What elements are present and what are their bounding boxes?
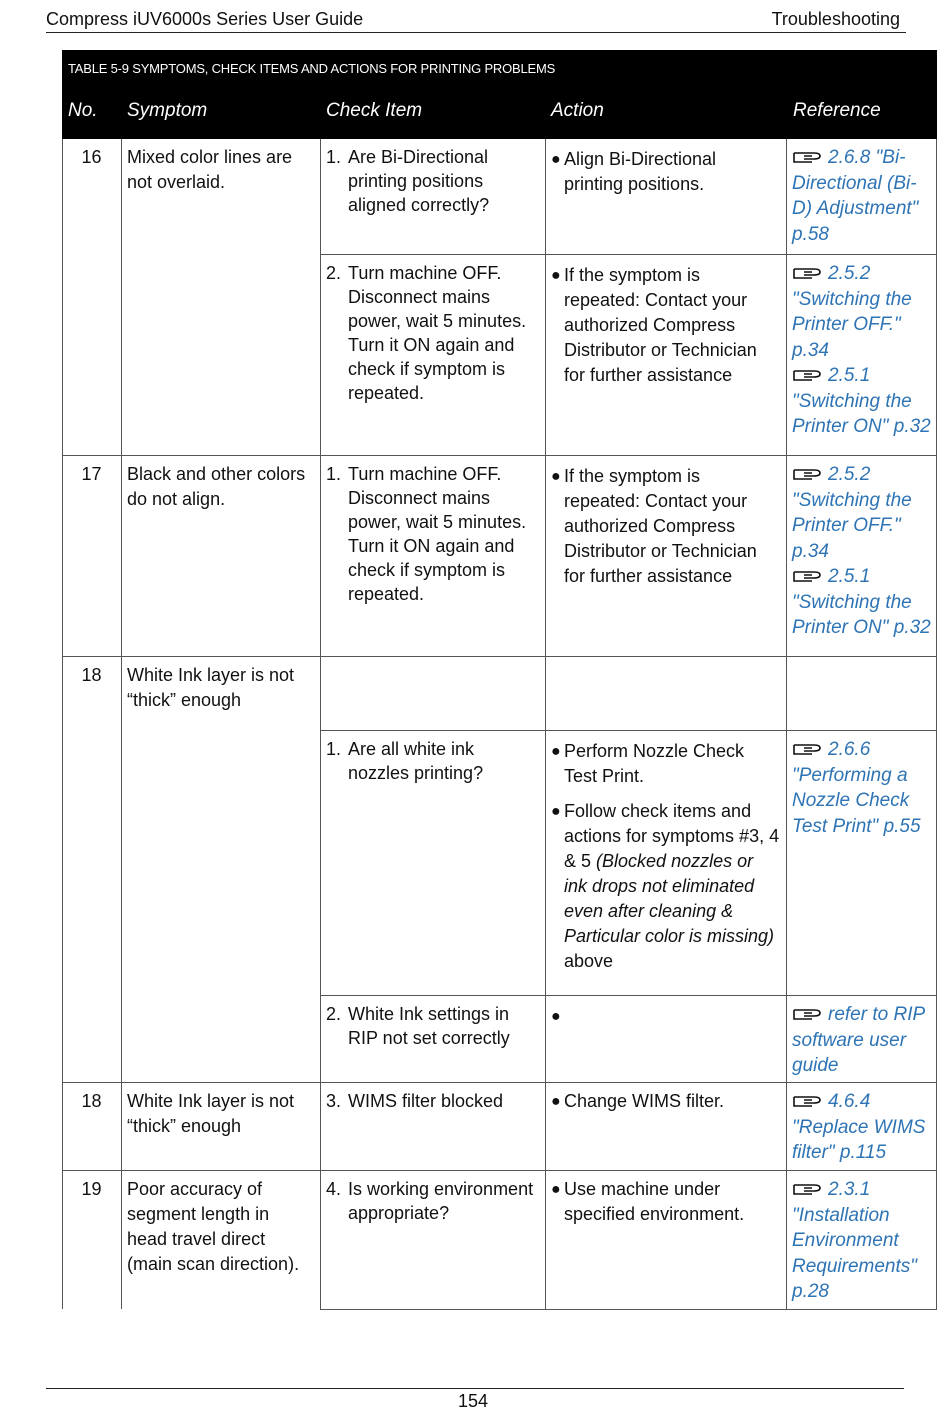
check-item xyxy=(320,255,545,409)
check-item-number: 1. xyxy=(326,739,342,759)
row-number: 19 xyxy=(81,1179,102,1199)
check-item xyxy=(320,139,545,221)
action-cell xyxy=(545,255,786,392)
column-header-no: No. xyxy=(68,100,98,121)
check-item-number: 3. xyxy=(326,1091,342,1111)
action-text: Align Bi-Directional printing positions. xyxy=(564,149,717,194)
check-item-text: WIMS filter blocked xyxy=(348,1091,504,1111)
check-item-text: Are all white ink nozzles printing? xyxy=(348,739,484,783)
action-text-lead: Follow check items and actions for symptoms #3, 4 & 5 xyxy=(564,801,780,871)
action-text: If the symptom is repeated: Contact your authorized Compress Distributor or Technician for further assistance xyxy=(564,265,757,385)
page-number: 154 xyxy=(457,1391,489,1411)
reference-link[interactable] xyxy=(786,139,937,251)
bullet-icon: ● xyxy=(551,803,561,820)
bullet-icon: ● xyxy=(551,743,561,760)
reference-text[interactable]: 2.6.8 "Bi-Directional (Bi-D) Adjustment" p.58 xyxy=(792,147,919,245)
pointing-hand-icon xyxy=(792,566,822,587)
reference-link[interactable] xyxy=(786,996,937,1083)
action-cell xyxy=(545,996,786,1033)
pointing-hand-icon xyxy=(792,1179,822,1200)
action-text: Change WIMS filter. xyxy=(564,1091,725,1111)
check-item-number: 4. xyxy=(326,1179,342,1199)
action-text: Perform Nozzle Check Test Print. xyxy=(564,741,745,786)
action-text xyxy=(564,799,780,974)
action-cell xyxy=(545,139,786,201)
reference-text[interactable]: 2.5.1 "Switching the Printer ON" p.32 xyxy=(792,365,931,437)
check-item xyxy=(320,996,545,1054)
action-cell xyxy=(545,731,786,978)
pointing-hand-icon xyxy=(792,464,822,485)
check-item xyxy=(320,731,545,789)
column-header-action: Action xyxy=(551,100,604,121)
section-title: Troubleshooting xyxy=(771,9,900,29)
check-item-number: 2. xyxy=(326,1004,342,1024)
bullet-icon: ● xyxy=(551,468,561,485)
grid-line xyxy=(62,139,63,1309)
page-header xyxy=(46,6,906,33)
pointing-hand-icon xyxy=(792,739,822,760)
bullet-icon: ● xyxy=(551,1008,561,1025)
check-item-text: Are Bi-Directional printing positions aligned correctly? xyxy=(348,147,490,215)
symptom-text: Black and other colors do not align. xyxy=(127,464,306,509)
reference-text[interactable]: 4.6.4 "Replace WIMS filter" p.115 xyxy=(792,1091,926,1163)
reference-text[interactable]: 2.5.1 "Switching the Printer ON" p.32 xyxy=(792,566,931,638)
check-item-text: Turn machine OFF. Disconnect mains power, wait 5 minutes. Turn it ON again and check if symptom is repeated. xyxy=(348,263,527,403)
symptom-text: Poor accuracy of segment length in head travel direct (main scan direction). xyxy=(127,1179,300,1274)
reference-text[interactable]: 2.6.6 "Performing a Nozzle Check Test Print" p.55 xyxy=(792,739,921,837)
check-item-text: Turn machine OFF. Disconnect mains power, wait 5 minutes. Turn it ON again and check if symptom is repeated. xyxy=(348,464,527,604)
pointing-hand-icon xyxy=(792,1091,822,1112)
reference-link[interactable] xyxy=(786,456,937,645)
action-text: Use machine under specified environment. xyxy=(564,1179,745,1224)
row-number: 16 xyxy=(81,147,102,167)
table-caption: TABLE 5-9 SYMPTOMS, CHECK ITEMS AND ACTIONS FOR PRINTING PROBLEMS xyxy=(62,50,937,87)
bullet-icon: ● xyxy=(551,1181,561,1198)
footer-divider xyxy=(46,1388,904,1389)
row-number: 17 xyxy=(81,464,102,484)
pointing-hand-icon xyxy=(792,1004,822,1025)
action-text xyxy=(564,1004,780,1029)
action-text: If the symptom is repeated: Contact your authorized Compress Distributor or Technician for further assistance xyxy=(564,466,757,586)
reference-text[interactable]: 2.5.2 "Switching the Printer OFF." p.34 xyxy=(792,464,912,562)
action-cell xyxy=(545,1083,786,1118)
grid-line xyxy=(320,1309,937,1310)
column-header-symptom: Symptom xyxy=(127,100,208,121)
pointing-hand-icon xyxy=(792,147,822,168)
action-text-italic: (Blocked nozzles or ink drops not eliminated even after cleaning & Particular color is missing) xyxy=(564,851,775,946)
reference-link[interactable] xyxy=(786,255,937,444)
check-item xyxy=(320,456,545,610)
action-cell xyxy=(545,1171,786,1231)
reference-text[interactable]: refer to RIP software user guide xyxy=(792,1004,925,1076)
pointing-hand-icon xyxy=(792,263,822,284)
reference-link[interactable] xyxy=(786,1083,937,1170)
troubleshooting-table xyxy=(62,50,937,1309)
reference-link[interactable] xyxy=(786,1171,937,1309)
document-title: Compress iUV6000s Series User Guide xyxy=(46,9,364,29)
reference-text[interactable]: 2.5.2 "Switching the Printer OFF." p.34 xyxy=(792,263,912,361)
bullet-icon: ● xyxy=(551,151,561,168)
column-header-check-item: Check Item xyxy=(326,100,423,121)
bullet-icon: ● xyxy=(551,1093,561,1110)
row-number: 18 xyxy=(81,665,102,685)
column-header-reference: Reference xyxy=(793,100,881,121)
row-number: 18 xyxy=(81,1091,102,1111)
reference-link[interactable] xyxy=(786,731,937,843)
symptom-text: White Ink layer is not “thick” enough xyxy=(127,1091,295,1136)
check-item-number: 1. xyxy=(326,464,342,484)
reference-text[interactable]: 2.3.1 "Installation Environment Requirements" p.28 xyxy=(792,1179,918,1302)
action-text-tail: above xyxy=(564,951,614,971)
check-item-text: White Ink settings in RIP not set correctly xyxy=(348,1004,510,1048)
action-cell xyxy=(545,456,786,593)
bullet-icon: ● xyxy=(551,267,561,284)
symptom-text: White Ink layer is not “thick” enough xyxy=(127,665,295,710)
check-item-text: Is working environment appropriate? xyxy=(348,1179,534,1223)
check-item xyxy=(320,1171,545,1229)
table-header-row xyxy=(62,87,937,139)
symptom-text: Mixed color lines are not overlaid. xyxy=(127,147,293,192)
check-item-number: 2. xyxy=(326,263,342,283)
pointing-hand-icon xyxy=(792,365,822,386)
check-item-number: 1. xyxy=(326,147,342,167)
check-item xyxy=(320,1083,545,1118)
